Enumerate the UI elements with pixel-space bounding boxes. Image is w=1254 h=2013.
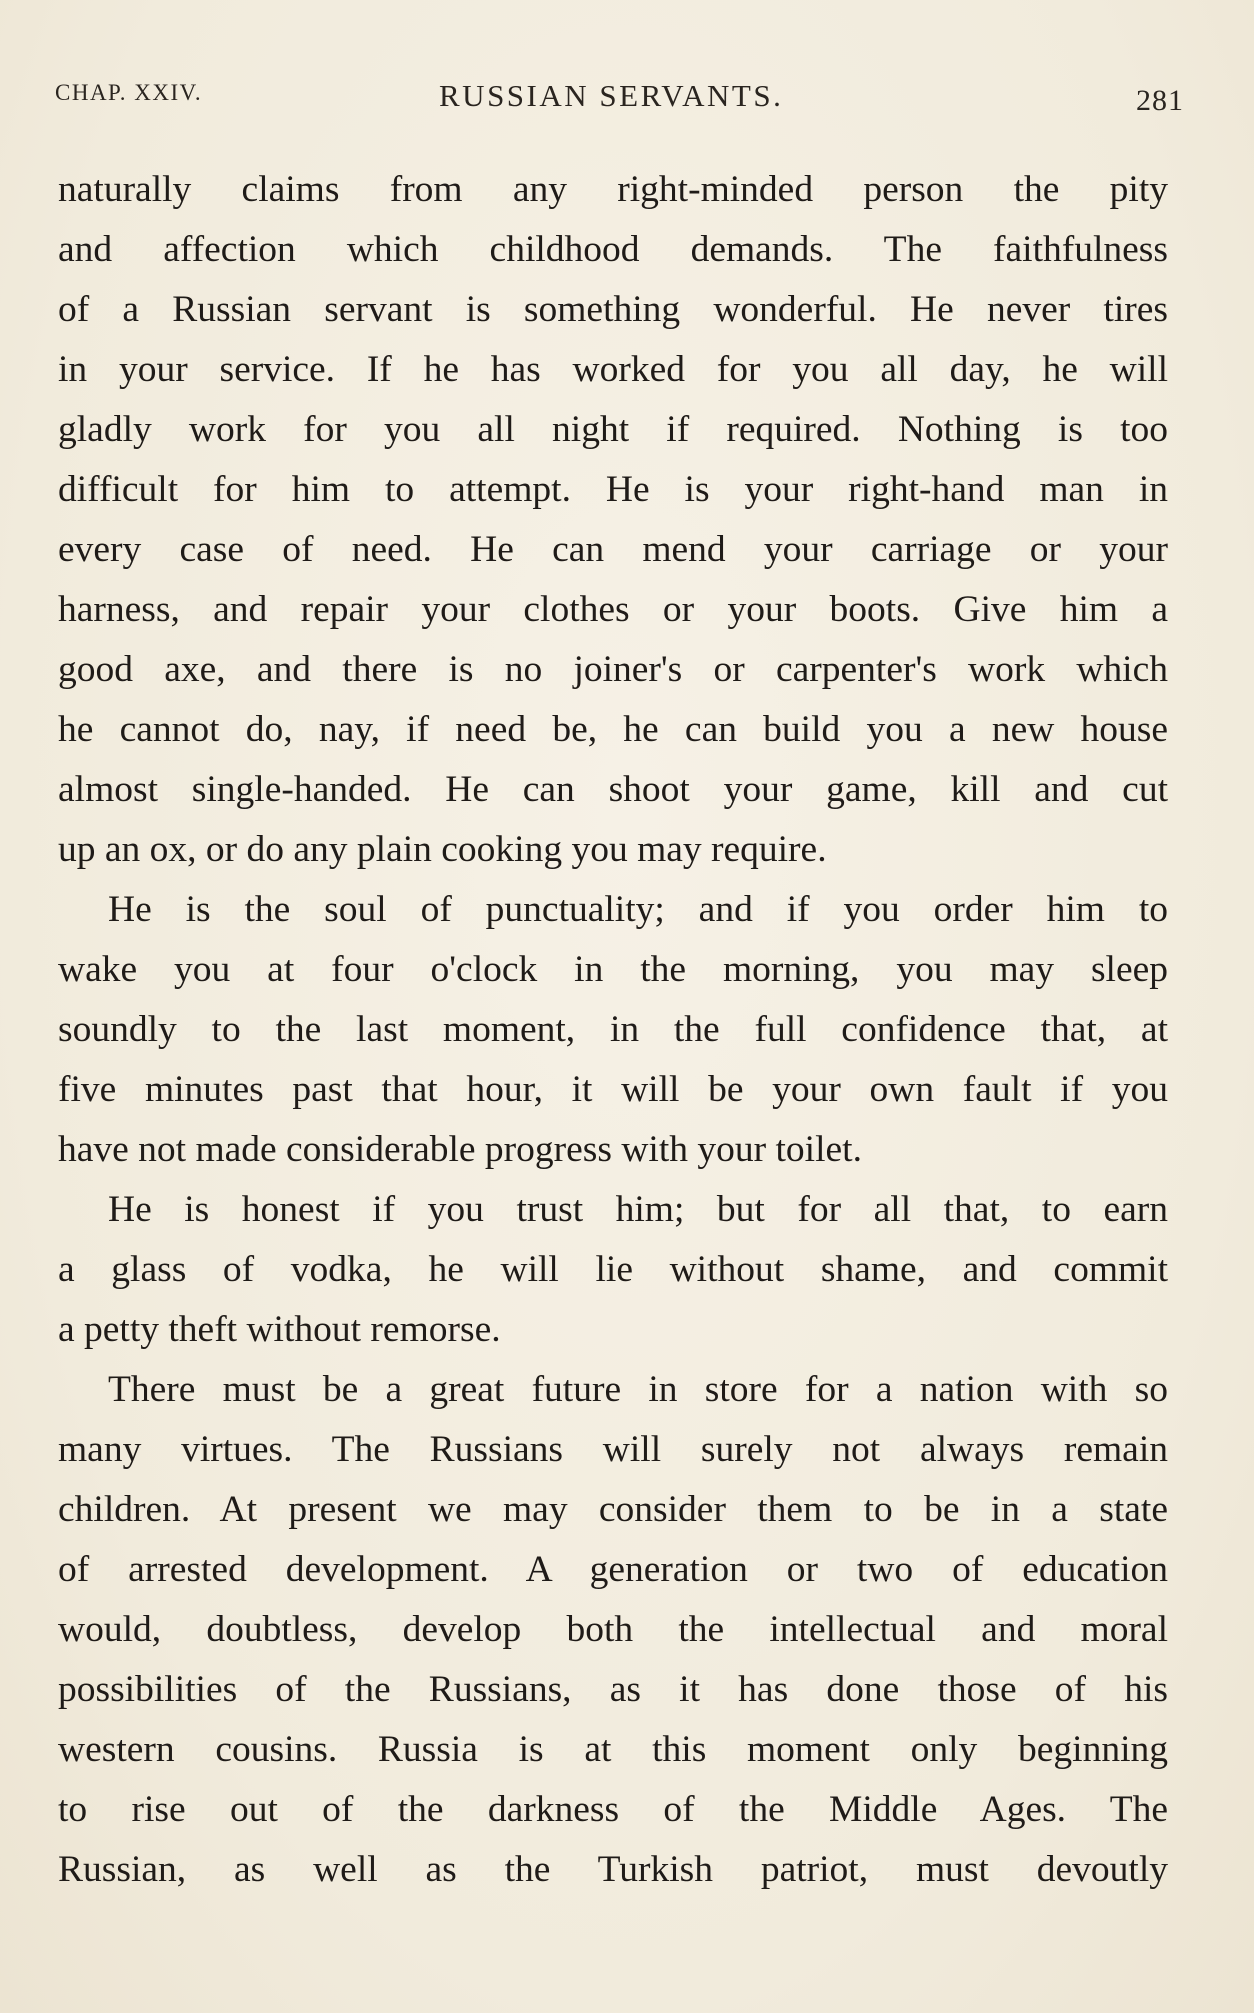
text-line: every case of need. He can mend your carriage or your	[58, 529, 1168, 570]
text-line: of arrested development. A generation or two of education	[58, 1549, 1168, 1590]
chapter-label: CHAP. XXIV.	[55, 80, 203, 105]
text-line: possibilities of the Russians, as it has done those of his	[58, 1669, 1168, 1710]
body-text	[58, 160, 1168, 1900]
text-line: almost single-handed. He can shoot your game, kill and cut	[58, 769, 1168, 810]
text-line: naturally claims from any right-minded person the pity	[58, 169, 1168, 210]
text-line: He is the soul of punctuality; and if you order him to	[108, 889, 1168, 930]
text-line: He is honest if you trust him; but for all that, to earn	[108, 1189, 1168, 1230]
text-line: good axe, and there is no joiner's or carpenter's work which	[58, 649, 1168, 690]
page-number: 281	[1136, 84, 1184, 117]
text-line: five minutes past that hour, it will be your own fault if you	[58, 1069, 1168, 1110]
text-line: a glass of vodka, he will lie without shame, and commit	[58, 1249, 1168, 1290]
text-line: There must be a great future in store for a nation with so	[108, 1369, 1168, 1410]
text-line: and affection which childhood demands. The faithfulness	[58, 229, 1168, 270]
text-line: to rise out of the darkness of the Middle Ages. The	[58, 1789, 1168, 1830]
text-line: of a Russian servant is something wonderful. He never tires	[58, 289, 1168, 330]
text-line: up an ox, or do any plain cooking you may require.	[58, 829, 827, 870]
text-line: children. At present we may consider them to be in a state	[58, 1489, 1168, 1530]
text-line: Russian, as well as the Turkish patriot, must devoutly	[58, 1849, 1168, 1890]
running-head	[55, 78, 1184, 118]
text-line: many virtues. The Russians will surely not always remain	[58, 1429, 1168, 1470]
text-line: gladly work for you all night if required. Nothing is too	[58, 409, 1168, 450]
text-line: would, doubtless, develop both the intellectual and moral	[58, 1609, 1168, 1650]
text-line: western cousins. Russia is at this moment only beginning	[58, 1729, 1168, 1770]
text-line: in your service. If he has worked for you all day, he will	[58, 349, 1168, 390]
text-line: harness, and repair your clothes or your boots. Give him a	[58, 589, 1168, 630]
page-title: RUSSIAN SERVANTS.	[439, 78, 784, 113]
text-line: he cannot do, nay, if need be, he can build you a new house	[58, 709, 1168, 750]
text-line: soundly to the last moment, in the full confidence that, at	[58, 1009, 1168, 1050]
text-line: wake you at four o'clock in the morning, you may sleep	[58, 949, 1168, 990]
text-line: difficult for him to attempt. He is your right-hand man in	[58, 469, 1168, 510]
text-line: have not made considerable progress with your toilet.	[58, 1129, 862, 1170]
text-line: a petty theft without remorse.	[58, 1309, 501, 1350]
